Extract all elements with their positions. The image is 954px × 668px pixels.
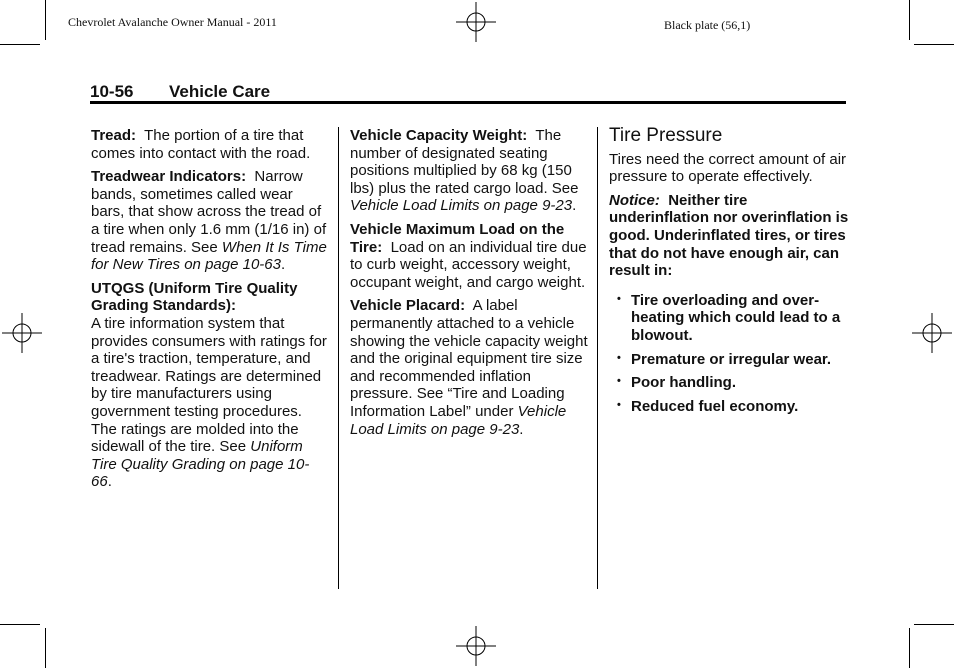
list-item-text: Reduced fuel economy. xyxy=(631,397,799,415)
list-item-text: Premature or irregular wear. xyxy=(631,350,832,368)
column-1 xyxy=(91,127,327,497)
registration-mark-bottom xyxy=(456,626,496,666)
crop-mark xyxy=(0,44,40,45)
list-item xyxy=(609,374,849,392)
definition-utqgs xyxy=(91,280,327,491)
notice-text: Neither tire underinflation nor overinflation is good. Underinflated tires, or tires that do not have enough air, can result in: xyxy=(609,191,849,280)
term: UTQGS (Uniform Tire Quality Grading Standards) xyxy=(91,279,298,315)
definition-text: The number of designated seating positions multiplied by 68 kg (150 lbs) plus the rated cargo load. See xyxy=(350,127,579,197)
list-item-text: Poor handling. xyxy=(631,374,736,392)
registration-mark-left xyxy=(2,313,42,353)
term-colon: : xyxy=(241,168,247,186)
cross-reference[interactable]: Uniform Tire Quality Grading on page 10-66 xyxy=(91,438,310,491)
definition-text: Narrow bands, sometimes called wear bars, that show across the tread of a tire when only 1.6 mm (1/16 in) of tread remains. See xyxy=(91,168,327,256)
column-divider xyxy=(338,127,339,589)
definition-text: A label permanently attached to a vehicle showing the vehicle capacity weight and the original equipment tire size and recommended inflation pressure. See “Tire and Loading Information Label” under xyxy=(350,297,588,420)
definition-treadwear xyxy=(91,168,327,274)
bullet-icon: • xyxy=(617,375,621,388)
notice-label: Notice: xyxy=(609,191,660,209)
notice xyxy=(609,192,849,280)
term: Tread xyxy=(91,127,132,144)
term-colon: : xyxy=(460,297,466,315)
term-colon: : xyxy=(377,238,383,256)
definition-text: A tire information system that provides consumers with ratings for a tire's traction, temperature, and treadwear. Ratings are determined by tire manufacturers using government testing procedures. The ratings are molded into the sidewall of the tire. See xyxy=(91,314,327,456)
crop-mark xyxy=(909,0,910,40)
crop-mark xyxy=(914,44,954,45)
bullet-icon: • xyxy=(617,398,621,411)
list-item-text: Tire overloading and over-heating which could lead to a blowout. xyxy=(631,291,841,344)
crop-mark xyxy=(909,628,910,668)
definition-text: Load on an individual tire due to curb weight, accessory weight, occupant weight, and cargo weight. xyxy=(350,238,587,291)
column-2 xyxy=(350,127,588,444)
registration-mark-right xyxy=(912,313,952,353)
term-colon: : xyxy=(522,127,528,144)
term: Vehicle Placard xyxy=(350,297,461,315)
result-list xyxy=(609,292,849,416)
bullet-icon: • xyxy=(617,351,621,364)
crop-mark xyxy=(45,628,46,668)
period: . xyxy=(107,473,112,491)
page-number: 10-56 xyxy=(90,82,134,101)
plate-label: Black plate (56,1) xyxy=(664,18,751,32)
column-divider xyxy=(597,127,598,589)
definition-vehicle-capacity-weight xyxy=(350,127,588,215)
period: . xyxy=(572,197,577,215)
definition-tread xyxy=(91,127,327,162)
intro-paragraph: Tires need the correct amount of air pressure to operate effectively. xyxy=(609,150,847,186)
heading-tire-pressure: Tire Pressure xyxy=(609,125,723,146)
list-item xyxy=(609,351,849,369)
definition-vehicle-placard xyxy=(350,297,588,438)
term: Vehicle Maximum Load on the Tire xyxy=(350,220,565,256)
manual-title: Chevrolet Avalanche Owner Manual - 2011 xyxy=(68,15,277,29)
period: . xyxy=(280,256,286,274)
cross-reference[interactable]: Vehicle Load Limits on page 9-23 xyxy=(350,402,567,438)
registration-mark-top xyxy=(456,2,496,42)
term: Treadwear Indicators xyxy=(91,168,242,186)
definition-vehicle-maximum-load xyxy=(350,221,588,291)
list-item xyxy=(609,292,849,345)
term: Vehicle Capacity Weight xyxy=(350,127,523,144)
bullet-icon: • xyxy=(617,292,621,305)
section-title: Vehicle Care xyxy=(169,82,271,101)
crop-mark xyxy=(914,624,954,625)
column-3 xyxy=(609,127,849,421)
crop-mark xyxy=(45,0,46,40)
term-colon: : xyxy=(231,297,237,315)
period: . xyxy=(519,420,524,438)
crop-mark xyxy=(0,624,40,625)
definition-text: The portion of a tire that comes into contact with the road. xyxy=(91,127,311,162)
cross-reference[interactable]: When It Is Time for New Tires on page 10-63 xyxy=(91,238,327,274)
list-item xyxy=(609,398,849,416)
cross-reference[interactable]: Vehicle Load Limits on page 9-23 xyxy=(350,197,573,215)
term-colon: : xyxy=(131,127,137,144)
section-rule xyxy=(90,101,846,104)
